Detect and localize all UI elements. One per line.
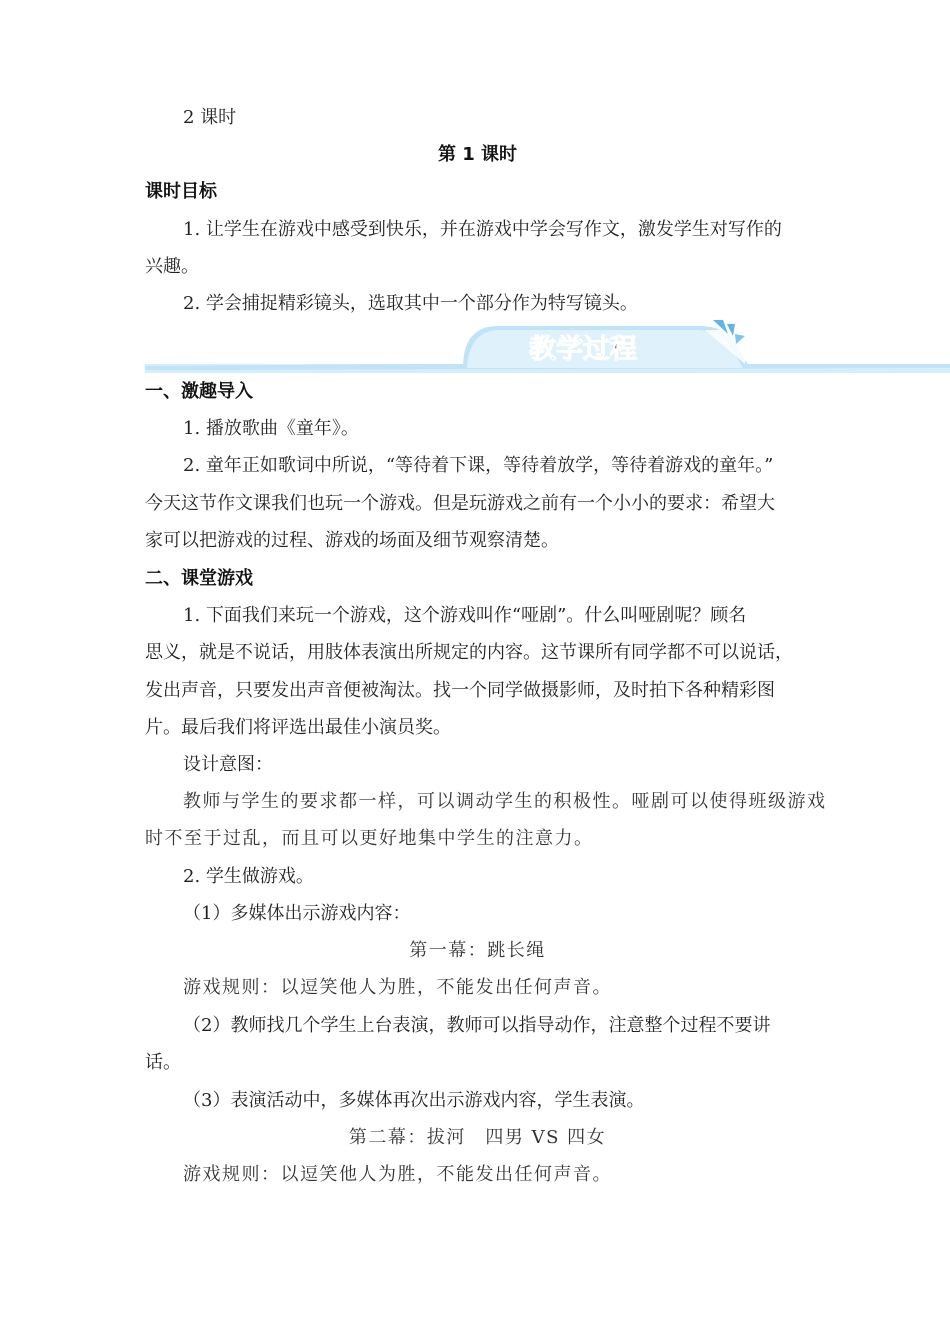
act-2: 第二幕：拔河 四男 VS 四女: [348, 1127, 607, 1148]
goal-2: 2. 学会捕捉精彩镜头，选取其中一个部分作为特写镜头。: [183, 293, 638, 314]
banner-graphic: [145, 320, 950, 376]
design-intent-line-1: 教师与学生的要求都一样，可以调动学生的积极性。哑剧可以使得班级游戏: [183, 791, 827, 812]
step-2-a: （2）教师找几个学生上台表演，教师可以指导动作，注意整个过程不要讲: [183, 1015, 771, 1036]
act-1: 第一幕：跳长绳: [409, 940, 546, 961]
design-intent-line-2: 时不至于过乱，而且可以更好地集中学生的注意力。: [145, 828, 594, 849]
step-2-b: 话。: [145, 1052, 181, 1073]
teaching-process-banner: [145, 320, 950, 376]
section-title: 第 1 课时: [437, 144, 518, 165]
part2-heading: 二、课堂游戏: [145, 568, 253, 589]
part1-heading: 一、激趣导入: [145, 381, 253, 402]
part2-p1-d: 片。最后我们将评选出最佳小演员奖。: [145, 717, 451, 738]
part2-p1-a: 1. 下面我们来玩一个游戏，这个游戏叫作“哑剧”。什么叫哑剧呢？顾名: [183, 605, 747, 626]
part1-line-1: 1. 播放歌曲《童年》。: [183, 418, 359, 439]
goal-1-line-1: 1. 让学生在游戏中感受到快乐，并在游戏中学会写作文，激发学生对写作的: [183, 219, 782, 240]
part1-line-2b: 今天这节作文课我们也玩一个游戏。但是玩游戏之前有一个小小的要求：希望大: [145, 493, 775, 514]
step-1: （1）多媒体出示游戏内容：: [183, 903, 411, 924]
part2-p1-b: 思义，就是不说话，用肢体表演出所规定的内容。这节课所有同学都不可以说话，: [145, 642, 793, 663]
part2-p1-c: 发出声音，只要发出声音便被淘汰。找一个同学做摄影师，及时拍下各种精彩图: [145, 680, 775, 701]
rule-2: 游戏规则：以逗笑他人为胜，不能发出任何声音。: [183, 1164, 612, 1185]
lesson-count: 2 课时: [183, 107, 237, 128]
goal-1-line-2: 兴趣。: [145, 256, 199, 277]
part1-line-2a: 2. 童年正如歌词中所说，“等待着下课，等待着放学，等待着游戏的童年。”: [183, 455, 774, 476]
design-intent-label: 设计意图：: [183, 754, 273, 775]
rule-1: 游戏规则：以逗笑他人为胜，不能发出任何声音。: [183, 977, 612, 998]
part2-p2: 2. 学生做游戏。: [183, 866, 314, 887]
goals-heading: 课时目标: [145, 181, 217, 202]
step-3: （3）表演活动中，多媒体再次出示游戏内容，学生表演。: [183, 1090, 645, 1111]
part1-line-2c: 家可以把游戏的过程、游戏的场面及细节观察清楚。: [145, 530, 559, 551]
banner-title: 教学过程: [529, 334, 637, 365]
